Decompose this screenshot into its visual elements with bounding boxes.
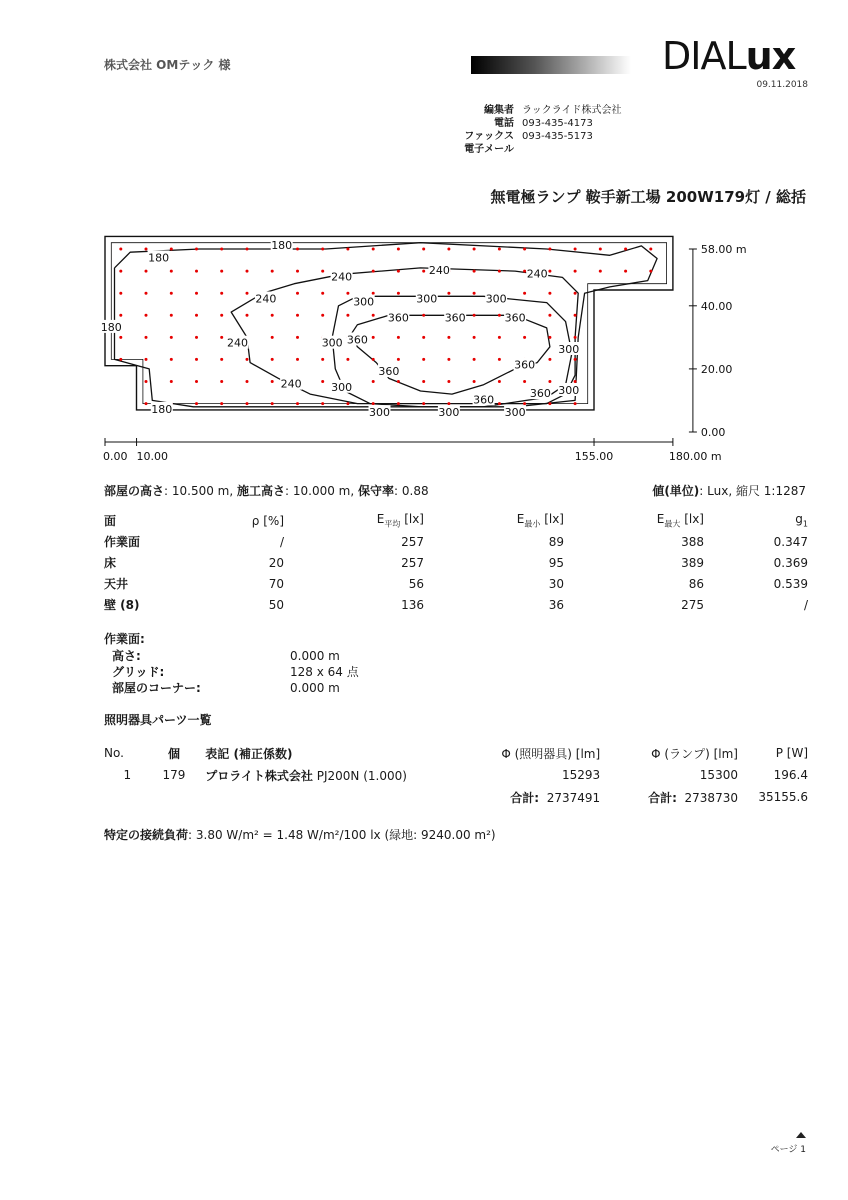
luminaire-dot [170,380,173,383]
rho-header: ρ [%] [251,513,284,528]
contact-block [400,104,722,156]
report-date: 09.11.2018 [756,80,808,90]
luminaire-dot [397,358,400,361]
contour-label: 360 [514,358,536,372]
contour-label: 300 [558,343,580,356]
luminaire-table [104,742,808,808]
luminaire-dot [195,314,198,317]
luminaire-dot [447,292,450,295]
luminaire-dot [145,402,148,405]
luminaire-dot [170,270,173,273]
luminaire-dot [447,248,450,251]
contact-row: 電子メール [464,144,514,155]
luminaire-dot [397,402,400,405]
page-up-icon [796,1132,806,1138]
luminaire-dot [372,358,375,361]
workplane-title: 作業面: [104,632,145,646]
luminaire-dot [119,248,122,251]
luminaire-dot [397,336,400,339]
luminaire-dot [246,402,249,405]
luminaire-dot [346,358,349,361]
contour-label: 180 [148,251,170,265]
luminaire-dot [195,380,198,383]
contact-row: 編集者 ラックライド株式会社 [484,105,622,116]
x-tick-label: 0.00 [103,450,128,463]
luminaire-dot [523,292,526,295]
contact-row: ファックス 093-435-5173 [464,131,593,142]
luminaire-dot [170,248,173,251]
dialux-logo: DIALux [662,34,796,78]
room-info: 部屋の高さ: 10.500 m, 施工高さ: 10.000 m, 保守率: 0.88 [104,484,429,498]
luminaire-dot [119,314,122,317]
y-tick-label: 0.00 [700,426,726,439]
contour-label: 300 [438,406,460,420]
luminaire-dot [473,380,476,383]
luminaire-dot [271,336,274,339]
contour-label: 240 [428,264,450,278]
contour-label: 240 [280,377,302,391]
luminaire-dot [145,292,148,295]
contour-label: 180 [100,320,122,334]
luminaire-dot [523,270,526,273]
luminaire-dot [145,336,148,339]
luminaire-dot [523,402,526,405]
luminaire-dot [397,270,400,273]
contour-label: 360 [378,365,400,379]
luminaire-dot [170,358,173,361]
luminaire-dot [498,380,501,383]
luminaire-dot [498,270,501,273]
luminaire-dot [574,314,577,317]
luminaire-dot [372,292,375,295]
luminaire-dot [195,248,198,251]
contour-label: 360 [529,387,551,401]
client-name: 株式会社 OMテック 様 [104,58,231,72]
contour-label: 360 [504,311,526,325]
luminaire-dot [271,358,274,361]
luminaire-dot [447,402,450,405]
luminaire-dot [321,358,324,361]
luminaire-dot [447,358,450,361]
y-tick-label: 58.00 m [700,243,747,257]
contour-label: 300 [416,292,438,306]
table-row: 壁 (8) 50 136 36 275 / [104,597,808,612]
luminaire-dot [220,314,223,317]
luminaire-dot [321,292,324,295]
luminaire-dot [422,314,425,317]
luminaire-dot [574,358,577,361]
luminaire-dot [220,292,223,295]
luminaire-dot [624,248,627,251]
luminaire-dot [321,314,324,317]
luminaire-dot [498,314,501,317]
x-tick-label: 10.00 [136,450,169,463]
luminaire-dot [498,336,501,339]
luminaire-header: No. 個 表記 (補正係数) Φ (照明器具) [lm] Φ (ランプ) [lm] P [W] [104,746,808,761]
workplane-row: グリッド: 128 x 64 点 [112,665,359,679]
luminaire-dot [346,292,349,295]
surface-table [104,510,808,615]
contour-label: 300 [321,336,343,350]
luminaire-dot [220,248,223,251]
luminaire-dot [145,358,148,361]
luminaire-dot [397,248,400,251]
luminaire-dot [574,380,577,383]
luminaire-dot [548,402,551,405]
luminaire-dot [321,248,324,251]
table-row: 作業面 / 257 89 388 0.347 [104,534,808,549]
luminaire-dot [296,292,299,295]
luminaire-dot [372,314,375,317]
luminaire-dot [246,380,249,383]
luminaire-dot [220,336,223,339]
workplane-info [112,648,359,696]
luminaire-dot [170,292,173,295]
contact-row: 電話 093-435-4173 [494,118,593,129]
x-tick-label: 180.00 m [668,450,722,463]
luminaire-dot [220,402,223,405]
luminaire-dot [246,358,249,361]
contour-label: 240 [227,336,248,350]
luminaire-dot [296,402,299,405]
luminaire-dot [145,248,148,251]
contour-label: 180 [271,238,293,252]
luminaire-dot [271,270,274,273]
luminaire-dot [296,358,299,361]
luminaire-dot [220,270,223,273]
luminaire-dot [119,358,122,361]
luminaire-dot [296,248,299,251]
luminaire-dot [548,314,551,317]
luminaire-dot [422,402,425,405]
luminaire-dot [321,402,324,405]
surface-header: 面 ρ [%] $E_{平均}$ [lx] $E_{最小}$ [lx] $E_{最大}$ [lx] $g_1$ [104,510,808,531]
luminaire-dot [170,336,173,339]
luminaire-dot [574,248,577,251]
table-row: 床 20 257 95 389 0.369 [104,555,808,570]
contour-line [351,315,550,394]
luminaire-dot [599,248,602,251]
contour-label: 360 [473,393,495,407]
luminaire-dot [473,292,476,295]
luminaire-dot [548,336,551,339]
luminaire-dot [372,336,375,339]
luminaire-dot [397,292,400,295]
luminaire-dot [346,314,349,317]
luminaire-dot [473,314,476,317]
luminaire-dot [447,380,450,383]
contour-label: 180 [151,402,173,416]
contour-label: 300 [369,406,390,420]
luminaire-dot [574,402,577,405]
luminaire-dot [649,248,652,251]
luminaire-dot [548,358,551,361]
page-title: 無電極ランプ 鞍手新工場 200W179灯 / 総括 [490,188,806,206]
luminaire-dot [195,270,198,273]
page-number: ページ 1 [770,1145,806,1155]
units-scale: 値(単位): Lux, 縮尺 1:1287 [652,484,806,498]
y-tick-label: 40.00 [700,299,733,313]
luminaire-dot [422,336,425,339]
luminaire-dot [170,314,173,317]
contour-label: 300 [558,384,580,397]
luminaire-dot [296,270,299,273]
luminaire-dot [195,336,198,339]
luminaire-dot [548,248,551,251]
contour-label: 360 [346,333,368,347]
contour-label: 300 [504,406,526,420]
luminaire-dot [145,270,148,273]
luminaire-dot [271,314,274,317]
luminaire-dot [498,402,501,405]
contour-label: 240 [331,270,353,284]
luminaire-dot [119,292,122,295]
luminaire-dot [296,314,299,317]
luminaire-dot [624,270,627,273]
luminaire-dot [473,358,476,361]
x-tick-label: 155.00 [574,450,614,463]
contour-labels [100,238,580,419]
luminaire-dot [548,380,551,383]
luminaire-dot [473,336,476,339]
luminaire-dot [246,248,249,251]
luminaire-dot [473,248,476,251]
contour-label: 360 [444,311,466,325]
luminaire-dot [574,336,577,339]
y-tick-label: 20.00 [700,362,733,376]
luminaire-dot [523,336,526,339]
connected-load: 特定の接続負荷: 3.80 W/m² = 1.48 W/m²/100 lx (緑地: 9240.00 m²) [104,828,496,842]
luminaire-dot [145,380,148,383]
total-row: 合計: 2737491 合計: 2738730 35155.6 [510,790,808,805]
workplane-row: 部屋のコーナー: 0.000 m [112,681,340,695]
contour-label: 300 [485,292,507,306]
luminaire-dot [649,270,652,273]
contour-label: 360 [387,311,409,325]
luminaire-dot [473,270,476,273]
luminaire-dot [296,336,299,339]
luminaire-dot [119,336,122,339]
luminaire-dot [119,270,122,273]
luminaire-dot [246,292,249,295]
luminaire-dot [246,314,249,317]
luminaire-dot [422,380,425,383]
table-row: 1 179 プロライト株式会社 PJ200N (1.000) 15293 15300 196.4 [123,768,808,783]
luminaire-dot [498,248,501,251]
luminaire-dot [346,248,349,251]
contour-label: 300 [331,380,353,394]
luminaire-list-title: 照明器具パーツ一覧 [104,713,212,727]
luminaire-dot [321,380,324,383]
luminaire-dot [271,402,274,405]
luminaire-dot [195,358,198,361]
workplane-row: 高さ: 0.000 m [112,649,340,663]
luminaire-dot [422,248,425,251]
luminaire-dot [372,248,375,251]
luminaire-dot [271,380,274,383]
luminaire-dot [372,402,375,405]
luminaire-dot [599,270,602,273]
contour-label: 240 [526,267,548,281]
luminaire-dot [145,314,148,317]
luminaire-dot [372,380,375,383]
contour-label: 300 [353,295,375,309]
luminaire-dot [220,358,223,361]
table-row: 天井 70 56 30 86 0.539 [104,576,808,591]
isolux-plan [90,232,770,472]
luminaire-dot [321,270,324,273]
luminaire-dot [195,292,198,295]
luminaire-dot [574,270,577,273]
luminaire-dot [447,336,450,339]
luminaire-dot [422,358,425,361]
luminaire-dot [246,270,249,273]
luminaire-dot [220,380,223,383]
contour-label: 240 [255,292,277,306]
luminaire-dot [498,358,501,361]
header-gradient-bar [471,56,631,74]
luminaire-dot [548,292,551,295]
luminaire-dot [422,270,425,273]
luminaire-dot [523,380,526,383]
luminaire-dot [372,270,375,273]
luminaire-dot [548,270,551,273]
luminaire-dot [523,248,526,251]
luminaire-dot [397,380,400,383]
luminaire-dot [346,402,349,405]
luminaire-dot [574,292,577,295]
luminaire-dot [195,402,198,405]
